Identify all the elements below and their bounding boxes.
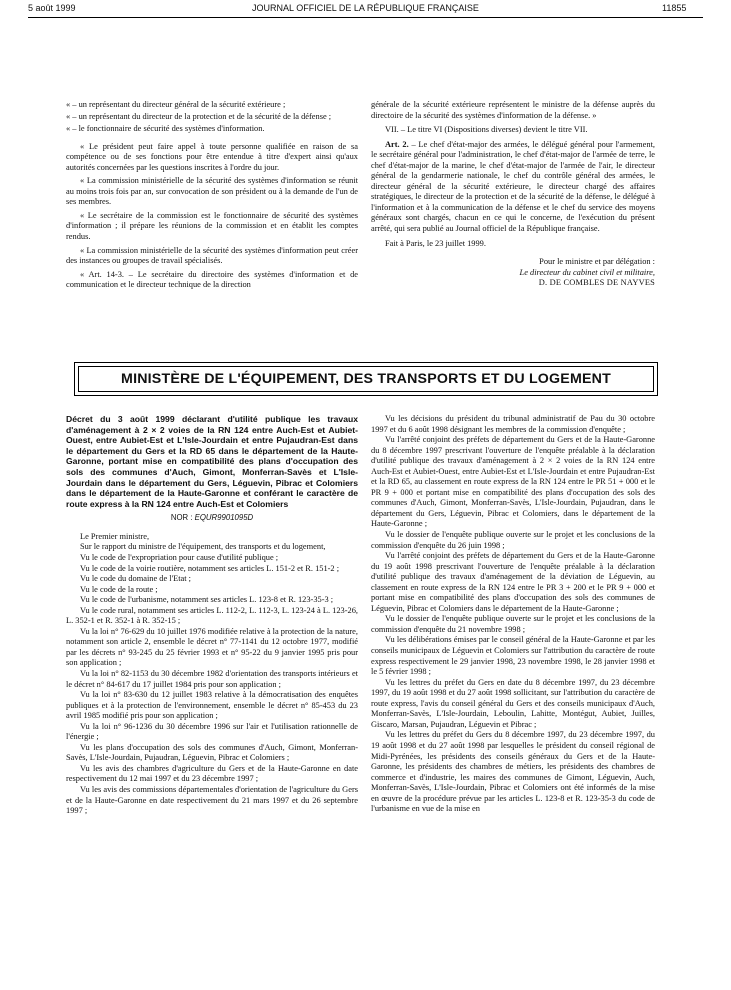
paragraph: générale de la sécurité extérieure représentent le ministre de la défense auprès du directoire de la sécurité des systèmes d'information de la défense. » — [371, 100, 655, 120]
paragraph: Sur le rapport du ministre de l'équipement, des transports et du logement, — [80, 542, 326, 552]
top-left-column — [66, 100, 358, 291]
paragraph: Vu le code de l'urbanisme, notamment ses articles L. 123-8 et R. 123-35-3 ; — [80, 595, 334, 605]
paragraph: Vu la loi n° 96-1236 du 30 décembre 1996 sur l'air et l'utilisation rationnelle de l'énergie ; — [66, 721, 358, 742]
paragraph: Vu les décisions du président du tribunal administratif de Pau du 30 octobre 1997 et du 6 août 1998 désignant les membres de la commission d'enquête ; — [371, 414, 655, 434]
article-label: Art. 2. — [385, 139, 409, 149]
paragraph: Vu les délibérations émises par le conseil général de la Haute-Garonne et par les conseils municipaux de Léguevin et Colomiers sur l'attribution du caractère de route express respectivement le 29 janvier 1998, 23 novembre 1998, le 28 janvier 1998 et le 5 février 1998 ; — [371, 635, 655, 677]
paragraph: Vu les avis des chambres d'agriculture du Gers et de la Haute-Garonne en date respectivement du 12 mai 1997 et du 23 décembre 1997 ; — [66, 763, 358, 784]
paragraph: Vu le code rural, notamment ses articles L. 112-2, L. 112-3, L. 123-24 à L. 123-26, L. 352-1 et R. 352-1 à R. 352-15 ; — [66, 605, 358, 626]
paragraph: Vu la loi n° 83-630 du 12 juillet 1983 relative à la démocratisation des enquêtes publiques et à la protection de l'environnement, ensemble le décret n° 85-453 du 23 avril 1985 modifié pris pour son application ; — [66, 690, 358, 721]
journal-title: JOURNAL OFFICIEL DE LA RÉPUBLIQUE FRANÇAISE — [252, 3, 479, 13]
paragraph: Vu le dossier de l'enquête publique ouverte sur le projet et les conclusions de la commission d'enquête du 26 juin 1998 ; — [371, 530, 655, 550]
paragraph: Vu le dossier de l'enquête publique ouverte sur le projet et les conclusions de la commission d'enquête du 21 novembre 1998 ; — [371, 614, 655, 634]
header-date: 5 août 1999 — [28, 3, 76, 13]
nor-label: NOR : — [170, 513, 195, 523]
header-rule — [28, 17, 703, 18]
paragraph: « Le président peut faire appel à toute personne qualifiée en raison de sa compétence ou de ses fonctions pour être entendue à titre d'expert ainsi qu'aux autorités concernées par les questions inscrites à l'ordre du jour. — [66, 141, 358, 172]
bottom-right-column — [371, 414, 655, 815]
paragraph: Vu la loi n° 82-1153 du 30 décembre 1982 d'orientation des transports intérieurs et le décret n° 84-617 du 17 juillet 1984 pris pour son application ; — [66, 669, 358, 689]
page-number: 11855 — [662, 3, 687, 13]
bottom-left-column — [66, 414, 358, 817]
nor-code: EQUR9901095D — [194, 513, 254, 523]
paragraph: « Art. 14-3. – Le secrétaire du directoire des systèmes d'information et de communication et le directeur technique de la direction — [66, 269, 358, 290]
paragraph: Vu le code du domaine de l'Etat ; — [80, 574, 192, 584]
decree-title: Décret du 3 août 1999 déclarant d'utilité publique les travaux d'aménagement à 2 × 2 voies de la RN 124 entre Auch-Est et Aubiet-Ouest, entre Aubiet-Est et L'Isle-Jourdain et entre Pujaudran-Est dans le département du Gers et la RD 65 dans le département de la Haute-Garonne, portant mise en compatibilité des plans d'occupation des sols des communes d'Auch, Gimont, Monferran-Savès et L'Isle-Jourdain dans le département du Gers, Léguevin, Pibrac et Colomiers dans le département de la Haute-Garonne et conférant le caractère de route express à la RN 124 entre Auch-Est et Colomiers — [66, 414, 358, 509]
article-2 — [371, 140, 655, 235]
paragraph: Vu les lettres du préfet du Gers du 8 décembre 1997, du 23 décembre 1997, du 19 août 1998 et du 27 août 1998 par lesquelles le président du conseil régional de Midi-Pyrénées, les présidents des conseils généraux du Gers et de la Haute-Garonne, les présidents des chambres de métiers, les présidents des chambres de commerce et d'industrie, les maires des communes de Gimont, Léguevin, Auch, Monferran-Savès, L'Isle-Jourdain, Pibrac et Colomiers ont été informés de la mise en œuvre de la procédure prévue par les articles L. 123-8 et R. 123-35-3 du code de l'urbanisme en vue de la mise en — [371, 730, 655, 814]
paragraph: Vu l'arrêté conjoint des préfets de département du Gers et de la Haute-Garonne du 8 décembre 1997 prescrivant l'ouverture de l'enquête préalable à la déclaration d'utilité publique des travaux d'aménagement à 2 × 2 voies de la RN 124 entre Auch-Est et Aubiet-Ouest, entre Aubiet-Est et L'Isle-Jourdain et entre Pujaudran-Est et la RD 65, au classement en route express de la RN 124 entre le PR 51 + 000 et le PR 9 + 000 et portant mise en compatibilité des plans d'occupation des sols des communes d'Auch, Gimont, Monferran-Savès, L'Isle-Jourdain, Pujaudran, dans le département du Gers, Léguevin, Pibrac et Colomiers, dans le département de la Haute-Garonne ; — [371, 435, 655, 529]
paragraph: Le Premier ministre, — [80, 531, 150, 541]
paragraph: Vu les avis des commissions départementales d'orientation de l'agriculture du Gers et de la Haute-Garonne en date respectivement du 21 mars 1997 et du 26 septembre 1997 ; — [66, 785, 358, 816]
ministry-title: MINISTÈRE DE L'ÉQUIPEMENT, DES TRANSPORTS ET DU LOGEMENT — [78, 366, 654, 392]
paragraph: VII. – Le titre VI (Dispositions diverses) devient le titre VII. — [385, 125, 588, 135]
list-item: « – le fonctionnaire de sécurité des systèmes d'information. — [66, 124, 265, 134]
delegation-line: Pour le ministre et par délégation : — [539, 257, 655, 267]
paragraph: Vu l'arrêté conjoint des préfets de département du Gers et de la Haute-Garonne du 19 août 1998 prescrivant l'ouverture de l'enquête préalable à la déclaration d'utilité publique des travaux d'aménagement de la déviation de Léguevin, au classement en route express de la RN 124 entre le PR 3 + 200 et le PR 9 + 000 et portant mise en compatibilité des plans d'occupation des sols des communes de Léguevin, Pibrac et Colomiers dans le département de la Haute-Garonne ; — [371, 551, 655, 613]
article-text: – Le chef d'état-major des armées, le délégué général pour l'armement, le secrétaire général pour l'administration, le chef d'état-major de l'armée de terre, le chef d'état-major de la marine, le chef d'état-major de l'armée de l'air, le directeur général de la gendarmerie nationale, le chef du contrôle général des armées, le directeur général de la sécurité extérieure, le directeur chargé des affaires stratégiques, le directeur de la protection et de la sécurité de la défense, le délégué à l'information et à la communication de la défense et le chef du service des moyens généraux sont chargés, chacun en ce qui le concerne, de l'exécution du présent arrêté, qui sera publié au Journal officiel de la République française. — [371, 139, 655, 234]
paragraph: « La commission ministérielle de la sécurité des systèmes d'information peut créer des instances ou groupes de travail spécialisés. — [66, 245, 358, 266]
paragraph: Vu le code de la voirie routière, notamment ses articles L. 151-2 et R. 151-2 ; — [80, 563, 340, 573]
top-right-column — [371, 100, 655, 289]
paragraph: Vu la loi n° 76-629 du 10 juillet 1976 modifiée relative à la protection de la nature, notamment son article 2, ensemble le décret n° 77-1141 du 12 octobre 1977, modifié par les décrets n° 93-245 du 25 février 1993 et n° 95-22 du 9 janvier 1995 pris pour son application ; — [66, 626, 358, 668]
list-item: « – un représentant du directeur général de la sécurité extérieure ; — [66, 100, 286, 109]
nor-line — [66, 513, 358, 524]
paragraph: « Le secrétaire de la commission est le fonctionnaire de sécurité des systèmes d'information ; il prépare les réunions de la commission et en établit les comptes rendus. — [66, 210, 358, 242]
paragraph: Vu les plans d'occupation des sols des communes d'Auch, Gimont, Monferran-Savès, L'Isle-Jourdain, Pujaudran, Léguevin, Pibrac et Colomiers ; — [66, 742, 358, 763]
list-item: « – un représentant du directeur de la protection et de la sécurité de la défense ; — [66, 111, 332, 121]
paragraph: Vu les lettres du préfet du Gers en date du 8 décembre 1997, du 23 décembre 1997, du 19 août 1998 et du 27 août 1998 sollicitant, sur l'attribution du caractère de route express, l'avis du conseil général du Gers et des conseils municipaux d'Auch, Monferran-Savès, L'Isle-Jourdain, Leboulin, Lahitte, Montégut, Aubiet, Juilles, Giscaro, Marsan, Pujaudran, Léguevin et Pibrac ; — [371, 677, 655, 729]
paragraph: Vu le code de l'expropriation pour cause d'utilité publique ; — [80, 552, 279, 562]
fait-line: Fait à Paris, le 23 juillet 1999. — [385, 238, 486, 248]
signer-name: D. DE COMBLES DE NAYVES — [538, 278, 655, 288]
signer-role: Le directeur du cabinet civil et militaire, — [519, 267, 655, 277]
paragraph: « La commission ministérielle de la sécurité des systèmes d'information se réunit au moins trois fois par an, sur convocation de son président ou à la demande de l'un de ses membres. — [66, 176, 358, 207]
paragraph: Vu le code de la route ; — [80, 584, 158, 594]
